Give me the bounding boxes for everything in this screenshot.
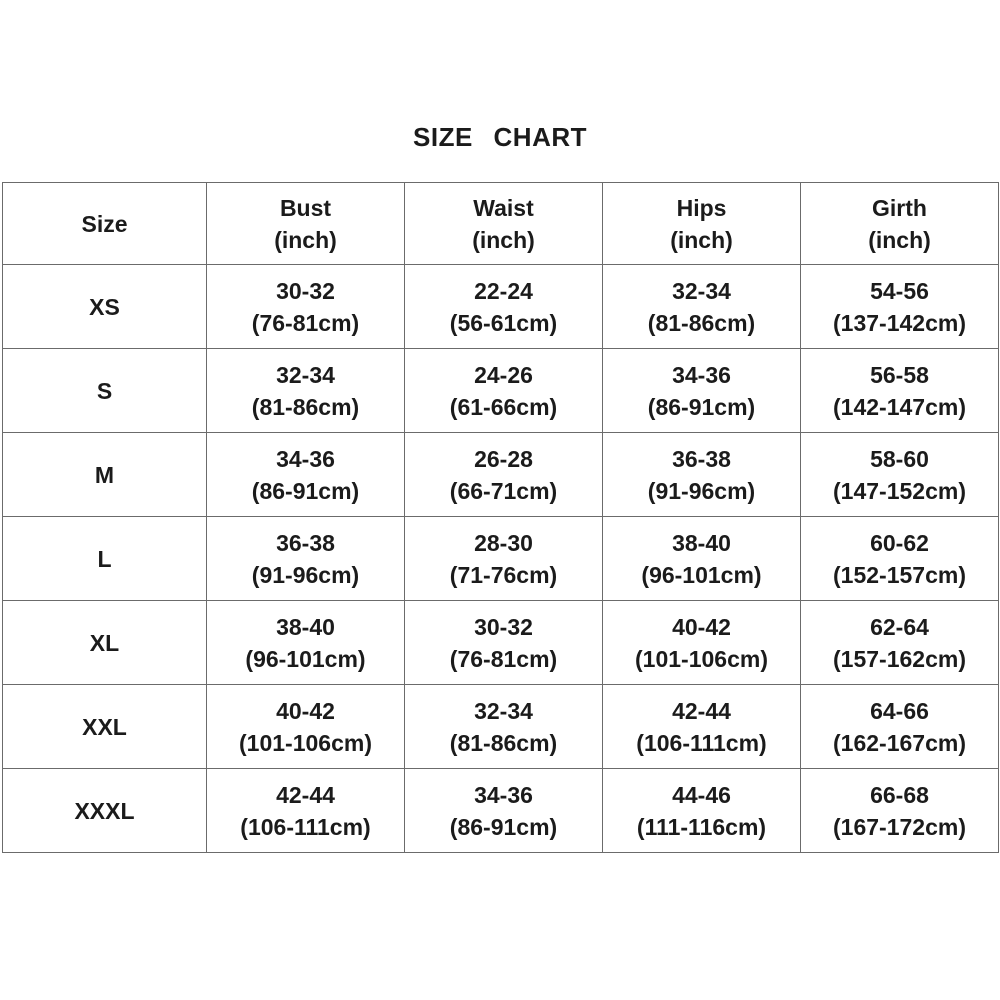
inch-range: 28-30: [474, 529, 533, 556]
cm-range: (162-167cm): [833, 729, 966, 756]
header-unit: (inch): [274, 226, 337, 253]
inch-range: 30-32: [276, 277, 335, 304]
cm-range: (86-91cm): [449, 813, 558, 840]
inch-range: 64-66: [870, 697, 929, 724]
cm-range: (96-101cm): [245, 645, 366, 672]
girth-cell: [801, 517, 999, 601]
waist-cell: [405, 601, 603, 685]
inch-range: 62-64: [870, 613, 929, 640]
header-cell-hips: [603, 183, 801, 265]
inch-range: 58-60: [870, 445, 929, 472]
size-cell: XXXL: [3, 769, 207, 853]
cm-range: (101-106cm): [239, 729, 372, 756]
inch-range: 26-28: [474, 445, 533, 472]
hips-cell: [603, 601, 801, 685]
cm-range: (96-101cm): [641, 561, 762, 588]
bust-cell: [207, 349, 405, 433]
header-row: [3, 183, 999, 265]
inch-range: 44-46: [672, 781, 731, 808]
table-row-m: [3, 433, 999, 517]
header-cell-waist: [405, 183, 603, 265]
hips-cell: [603, 349, 801, 433]
header-label: Bust: [279, 194, 332, 221]
girth-cell: [801, 265, 999, 349]
cm-range: (76-81cm): [449, 645, 558, 672]
waist-cell: [405, 517, 603, 601]
cm-range: (147-152cm): [833, 477, 966, 504]
header-label: Size: [81, 210, 128, 237]
header-cell-girth: [801, 183, 999, 265]
cm-range: (137-142cm): [833, 309, 966, 336]
size-cell: XS: [3, 265, 207, 349]
waist-cell: [405, 769, 603, 853]
table-body: [3, 265, 999, 853]
inch-range: 34-36: [276, 445, 335, 472]
cm-range: (101-106cm): [635, 645, 768, 672]
page-title: SIZE CHART: [413, 122, 587, 152]
cm-range: (56-61cm): [449, 309, 558, 336]
header-label: Hips: [676, 194, 727, 221]
table-row-xl: [3, 601, 999, 685]
hips-cell: [603, 517, 801, 601]
cm-range: (81-86cm): [251, 393, 360, 420]
size-cell: XL: [3, 601, 207, 685]
cm-range: (86-91cm): [251, 477, 360, 504]
cm-range: (152-157cm): [833, 561, 966, 588]
inch-range: 38-40: [672, 529, 731, 556]
inch-range: 30-32: [474, 613, 533, 640]
cm-range: (61-66cm): [449, 393, 558, 420]
bust-cell: [207, 601, 405, 685]
cm-range: (86-91cm): [647, 393, 756, 420]
inch-range: 32-34: [672, 277, 731, 304]
bust-cell: [207, 265, 405, 349]
girth-cell: [801, 433, 999, 517]
cm-range: (91-96cm): [251, 561, 360, 588]
size-chart-table: [2, 182, 999, 853]
inch-range: 34-36: [474, 781, 533, 808]
waist-cell: [405, 433, 603, 517]
cm-range: (81-86cm): [647, 309, 756, 336]
size-cell: M: [3, 433, 207, 517]
header-label: Girth: [872, 194, 927, 221]
inch-range: 40-42: [672, 613, 731, 640]
inch-range: 32-34: [474, 697, 533, 724]
header-cell-size: [3, 183, 207, 265]
cm-range: (91-96cm): [647, 477, 756, 504]
cm-range: (81-86cm): [449, 729, 558, 756]
cm-range: (71-76cm): [449, 561, 558, 588]
inch-range: 22-24: [474, 277, 533, 304]
table-row-l: [3, 517, 999, 601]
inch-range: 38-40: [276, 613, 335, 640]
inch-range: 24-26: [474, 361, 533, 388]
bust-cell: [207, 685, 405, 769]
table-header: [3, 183, 999, 265]
cm-range: (157-162cm): [833, 645, 966, 672]
cm-range: (66-71cm): [449, 477, 558, 504]
bust-cell: [207, 769, 405, 853]
hips-cell: [603, 769, 801, 853]
hips-cell: [603, 433, 801, 517]
waist-cell: [405, 349, 603, 433]
bust-cell: [207, 433, 405, 517]
inch-range: 34-36: [672, 361, 731, 388]
table-row-xxl: [3, 685, 999, 769]
cm-range: (106-111cm): [636, 729, 767, 756]
header-unit: (inch): [670, 226, 733, 253]
table-row-xs: [3, 265, 999, 349]
cm-range: (167-172cm): [833, 813, 966, 840]
girth-cell: [801, 601, 999, 685]
cm-range: (142-147cm): [833, 393, 966, 420]
inch-range: 42-44: [276, 781, 335, 808]
hips-cell: [603, 265, 801, 349]
hips-cell: [603, 685, 801, 769]
size-cell: S: [3, 349, 207, 433]
inch-range: 56-58: [870, 361, 929, 388]
cm-range: (76-81cm): [251, 309, 360, 336]
girth-cell: [801, 349, 999, 433]
girth-cell: [801, 769, 999, 853]
inch-range: 54-56: [870, 277, 929, 304]
header-unit: (inch): [472, 226, 535, 253]
bust-cell: [207, 517, 405, 601]
header-cell-bust: [207, 183, 405, 265]
table-row-xxxl: [3, 769, 999, 853]
size-cell: L: [3, 517, 207, 601]
inch-range: 32-34: [276, 361, 335, 388]
cm-range: (106-111cm): [240, 813, 371, 840]
table-row-s: [3, 349, 999, 433]
waist-cell: [405, 265, 603, 349]
inch-range: 36-38: [276, 529, 335, 556]
cm-range: (111-116cm): [636, 813, 767, 840]
girth-cell: [801, 685, 999, 769]
header-unit: (inch): [868, 226, 931, 253]
size-cell: XXL: [3, 685, 207, 769]
inch-range: 42-44: [672, 697, 731, 724]
inch-range: 40-42: [276, 697, 335, 724]
inch-range: 36-38: [672, 445, 731, 472]
header-label: Waist: [473, 194, 534, 221]
waist-cell: [405, 685, 603, 769]
inch-range: 60-62: [870, 529, 929, 556]
inch-range: 66-68: [870, 781, 929, 808]
